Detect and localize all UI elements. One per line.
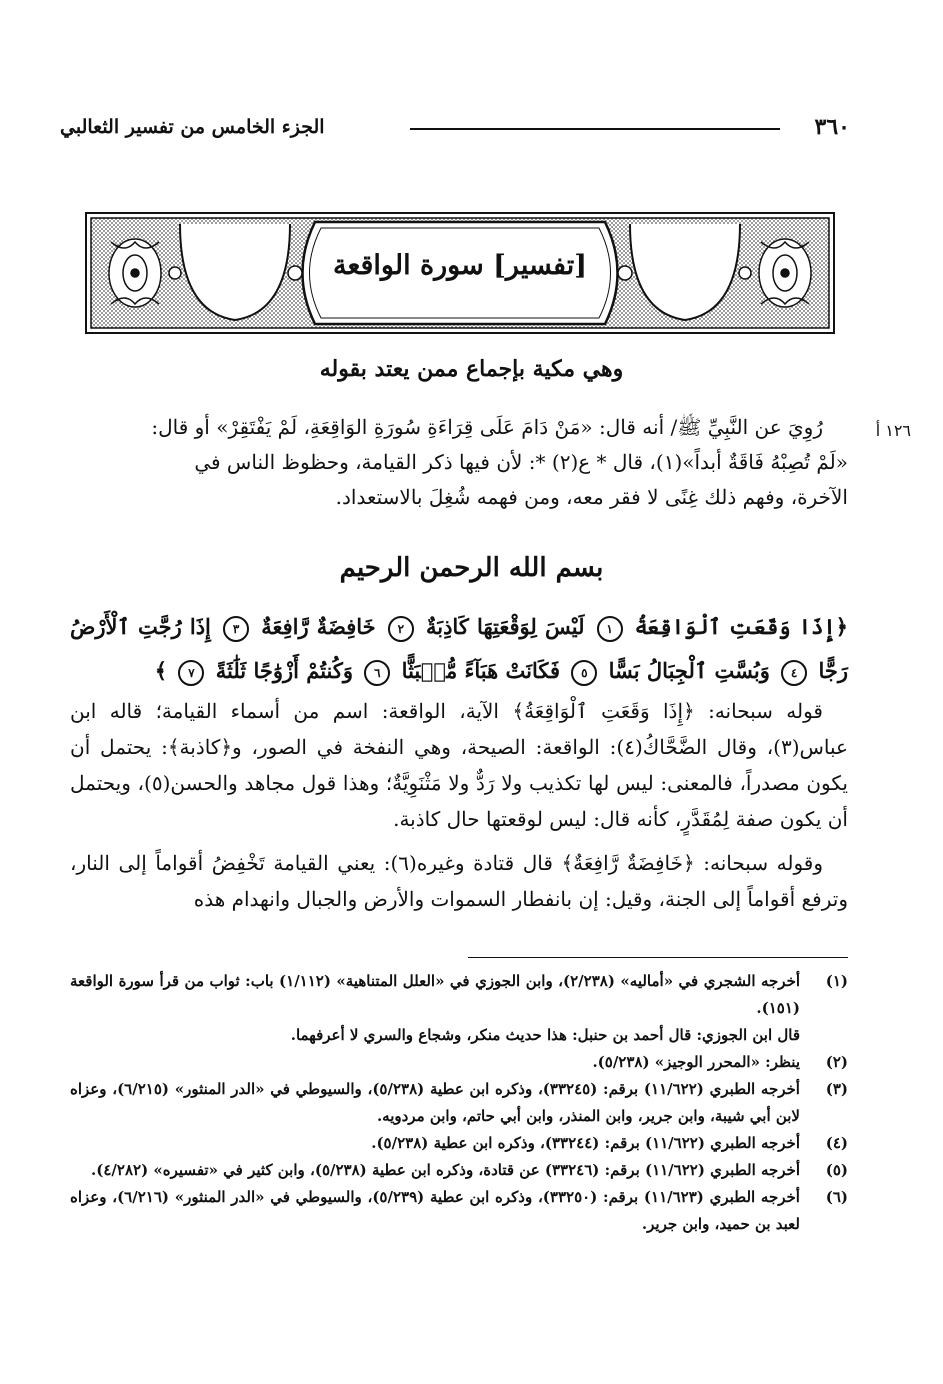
ayah-number-marker: ١ (597, 616, 623, 642)
footnote-text: ينظر: «المحرر الوجيز» (٥/٢٣٨). (592, 1053, 800, 1071)
ayah-text: إِذَا رُجَّتِ ٱلْأَرْضُ رَجًّا (70, 614, 848, 683)
footnote-continuation: قال ابن الجوزي: قال أحمد بن حنبل: هذا حديث منكر، وشجاع والسري لا أعرفهما. (290, 1026, 800, 1044)
footnote-text: أخرجه الطبري (١١/٦٢٢) برقم: (٣٣٢٤٤)، وذكره ابن عطية (٥/٢٣٨). (371, 1134, 800, 1152)
footnote-text: أخرجه الطبري (١١/٦٢٣) برقم: (٣٣٢٥٠)، وذكره ابن عطية (٥/٢٣٩)، والسيوطي في «الدر المنثور» (٦/٢١٦)، وعزاه لعبد بن حميد، وابن جرير. (70, 1188, 800, 1233)
ayah-number-marker: ٥ (571, 660, 597, 686)
manuscript-folio-note: ١٢٦ أ (875, 421, 911, 440)
footnote-number: (٤) (825, 1134, 848, 1152)
footnote (70, 1076, 848, 1130)
ayah-text: لَيْسَ لِوَقْعَتِهَا كَاذِبَةٌ (425, 614, 585, 639)
footnote (70, 1049, 848, 1076)
footnote (70, 1184, 848, 1238)
ayah-text: فَكَانَتْ هَبَآءً مُّنۢبَثًّا (401, 658, 561, 683)
footnote-number: (٥) (825, 1161, 848, 1179)
ayah-number-marker: ٦ (364, 660, 390, 686)
footnote-number: (٦) (825, 1188, 848, 1206)
quran-close-bracket: ﴾ (154, 658, 168, 683)
ayah-number-marker: ٧ (178, 660, 204, 686)
intro-paragraph (70, 410, 848, 515)
ayah-text: وَبُسَّتِ ٱلْجِبَالُ بَسًّا (608, 658, 770, 683)
footnote-text: أخرجه الطبري (١١/٦٢٢) برقم: (٣٣٢٤٥)، وذكره ابن عطية (٥/٢٣٨)، والسيوطي في «الدر المنثور» (٦/٢١٥)، وعزاه لابن أبي شيبة، وابن جرير، وابن المنذر، وابن أبي حاتم، وابن مردويه. (70, 1080, 800, 1125)
basmala: بسم الله الرحمن الرحيم (339, 553, 604, 583)
footnote-number: (١) (825, 972, 848, 990)
ayah-number-marker: ٢ (388, 616, 414, 642)
quran-verses (70, 605, 848, 693)
footnote-number: (٣) (825, 1080, 848, 1098)
ayah-number-marker: ٤ (781, 660, 807, 686)
footnote (70, 1157, 848, 1184)
ayah-text: خَافِضَةٌ رَّافِعَةٌ (261, 614, 376, 639)
running-title: الجزء الخامس من تفسير الثعالبي (60, 116, 325, 138)
ayah-text: ﴿إِذَا وَقَعَتِ ٱلْوَاقِعَةُ (634, 614, 848, 639)
ayah-number-marker: ٣ (223, 616, 249, 642)
surah-banner (85, 212, 835, 334)
footnote-separator (468, 957, 848, 958)
commentary (70, 693, 848, 925)
commentary-paragraph: وقوله سبحانه: ﴿خَافِضَةٌ رَّافِعَةٌ﴾ قال قتادة وغيره(٦): يعني القيامة تَخْفِضُ أقواماً إلى النار، وترفع أقواماً إلى الجنة، وقيل: إن بانفطار السموات والأرض والجبال وانهدام هذه (70, 851, 848, 911)
page-number: ٣٦٠ (814, 114, 850, 140)
footnote-number: (٢) (825, 1053, 848, 1071)
intro-line: رُوِيَ عن النَّبِيِّ ﷺ/ أنه قال: «مَنْ دَامَ عَلَى قِرَاءَةِ سُورَةِ الوَاقِعَةِ، لَمْ يَفْتَقِرْ» أو قال: (151, 415, 823, 439)
footnote-text: أخرجه الشجري في «أماليه» (٢/٢٣٨)، وابن الجوزي في «العلل المتناهية» (١/١١٢) باب: ثواب من قرأ سورة الواقعة (١٥١). (70, 972, 801, 1017)
footnote (70, 1130, 848, 1157)
intro-line: الآخرة، وفهم ذلك غِنًى لا فقر معه، ومن فهمه شُغِلَ بالاستعداد. (335, 485, 848, 509)
surah-subheading: وهي مكية بإجماع ممن يعتد بقوله (319, 356, 624, 382)
running-header (60, 110, 850, 150)
commentary-paragraph: قوله سبحانه: ﴿إِذَا وَقَعَتِ ٱلْوَاقِعَةُ﴾ الآية، الواقعة: اسم من أسماء القيامة؛ قاله ابن عباس(٣)، وقال الضَّحَّاكُ(٤): الواقعة: الصيحة، وهي النفخة في الصور، و﴿كاذبة﴾: يحتمل أن يكون مصدراً، فالمعنى: ليس لها تكذيب ولا رَدٌّ ولا مَثْنَوِيَّةٌ؛ وهذا قول مجاهد والحسن(٥)، ويحتمل أن يكون صفة لِمُقَدَّرٍ، كأنه قال: ليس لوقعتها حال كاذبة. (70, 699, 848, 831)
intro-line: «لَمْ تُصِبْهُ فَاقَةٌ أبداً»(١)، قال * ع(٢) *: لأن فيها ذكر القيامة، وحظوظ الناس في (194, 450, 848, 474)
footnote-text: أخرجه الطبري (١١/٦٢٢) برقم: (٣٣٢٤٦) عن قتادة، وذكره ابن عطية (٥/٢٣٨)، وابن كثير في «تفسيره» (٤/٢٨٢). (91, 1161, 800, 1179)
footnotes (70, 968, 848, 1238)
ayah-text: وَكُنتُمْ أَزْوَٰجًا ثَلَٰثَةً (215, 658, 354, 683)
surah-title: [تفسير] سورة الواقعة (333, 250, 587, 281)
footnote (70, 968, 848, 1022)
header-rule (410, 128, 780, 130)
